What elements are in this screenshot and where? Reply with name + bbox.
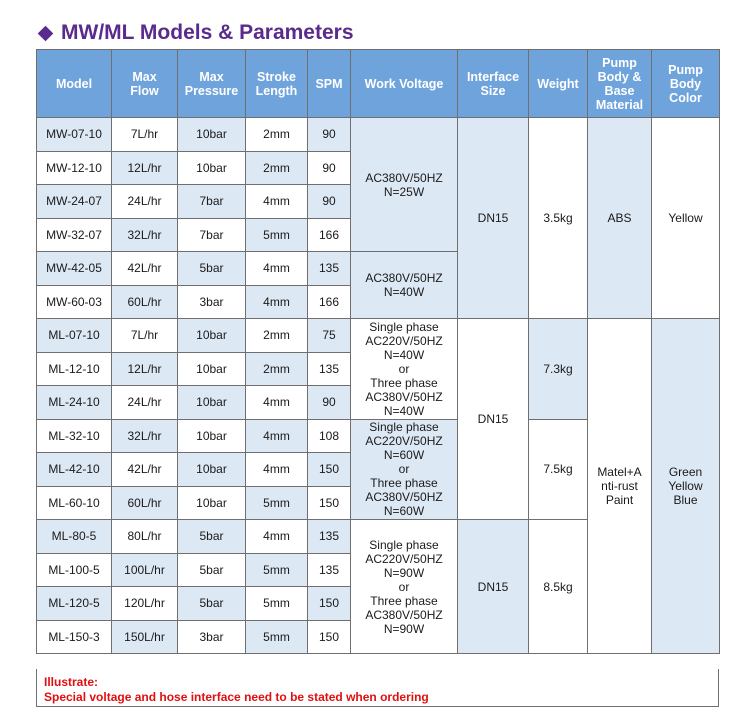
cell-stroke: 4mm <box>246 252 308 286</box>
header-work-voltage: Work Voltage <box>351 50 458 118</box>
cell-pressure: 7bar <box>178 185 246 219</box>
cell-stroke: 2mm <box>246 352 308 386</box>
cell-voltage: Single phase AC220V/50HZ N=90W or Three phase AC380V/50HZ N=90W <box>351 520 458 654</box>
cell-pressure: 10bar <box>178 453 246 487</box>
cell-flow: 12L/hr <box>112 352 178 386</box>
cell-model: ML-100-5 <box>37 553 112 587</box>
cell-spm: 150 <box>308 620 351 654</box>
cell-spm: 135 <box>308 520 351 554</box>
note-text: Special voltage and hose interface need to be stated when ordering <box>44 690 429 704</box>
cell-spm: 90 <box>308 185 351 219</box>
header-row <box>37 50 720 118</box>
cell-spm: 166 <box>308 218 351 252</box>
table-row <box>37 319 720 353</box>
cell-spm: 135 <box>308 553 351 587</box>
cell-material: Matel+A nti-rust Paint <box>588 319 652 654</box>
cell-spm: 90 <box>308 151 351 185</box>
cell-model: ML-120-5 <box>37 587 112 621</box>
cell-flow: 32L/hr <box>112 218 178 252</box>
cell-flow: 150L/hr <box>112 620 178 654</box>
cell-stroke: 4mm <box>246 185 308 219</box>
cell-stroke: 4mm <box>246 520 308 554</box>
cell-flow: 80L/hr <box>112 520 178 554</box>
cell-stroke: 5mm <box>246 553 308 587</box>
header-material: Pump Body & Base Material <box>588 50 652 118</box>
cell-stroke: 5mm <box>246 587 308 621</box>
page-title <box>38 18 354 48</box>
cell-flow: 24L/hr <box>112 185 178 219</box>
cell-spm: 166 <box>308 285 351 319</box>
cell-pressure: 10bar <box>178 419 246 453</box>
cell-flow: 32L/hr <box>112 419 178 453</box>
cell-voltage: AC380V/50HZ N=25W <box>351 118 458 252</box>
cell-stroke: 2mm <box>246 151 308 185</box>
cell-weight: 8.5kg <box>529 520 588 654</box>
cell-flow: 120L/hr <box>112 587 178 621</box>
cell-spm: 150 <box>308 486 351 520</box>
header-stroke-length: Stroke Length <box>246 50 308 118</box>
cell-model: ML-07-10 <box>37 319 112 353</box>
cell-spm: 75 <box>308 319 351 353</box>
cell-stroke: 5mm <box>246 486 308 520</box>
cell-interface: DN15 <box>458 118 529 319</box>
cell-model: MW-24-07 <box>37 185 112 219</box>
cell-model: MW-42-05 <box>37 252 112 286</box>
cell-pressure: 10bar <box>178 486 246 520</box>
illustrate-note <box>36 669 719 707</box>
cell-stroke: 2mm <box>246 319 308 353</box>
cell-spm: 135 <box>308 252 351 286</box>
cell-stroke: 5mm <box>246 620 308 654</box>
cell-flow: 12L/hr <box>112 151 178 185</box>
cell-pressure: 5bar <box>178 520 246 554</box>
cell-model: ML-60-10 <box>37 486 112 520</box>
cell-voltage: AC380V/50HZ N=40W <box>351 252 458 319</box>
cell-color: Green Yellow Blue <box>652 319 720 654</box>
cell-weight: 7.3kg <box>529 319 588 420</box>
cell-voltage: Single phase AC220V/50HZ N=60W or Three phase AC380V/50HZ N=60W <box>351 419 458 520</box>
cell-weight: 7.5kg <box>529 419 588 520</box>
cell-spm: 150 <box>308 453 351 487</box>
note-label: Illustrate: <box>44 675 99 689</box>
table-row <box>37 118 720 152</box>
cell-stroke: 4mm <box>246 386 308 420</box>
cell-flow: 7L/hr <box>112 118 178 152</box>
header-weight: Weight <box>529 50 588 118</box>
cell-stroke: 5mm <box>246 218 308 252</box>
cell-spm: 90 <box>308 118 351 152</box>
cell-pressure: 5bar <box>178 553 246 587</box>
cell-stroke: 4mm <box>246 285 308 319</box>
cell-color: Yellow <box>652 118 720 319</box>
cell-model: ML-42-10 <box>37 453 112 487</box>
cell-pressure: 10bar <box>178 352 246 386</box>
cell-flow: 42L/hr <box>112 252 178 286</box>
cell-flow: 42L/hr <box>112 453 178 487</box>
cell-model: ML-12-10 <box>37 352 112 386</box>
cell-material: ABS <box>588 118 652 319</box>
header-max-pressure: Max Pressure <box>178 50 246 118</box>
cell-model: MW-07-10 <box>37 118 112 152</box>
cell-pressure: 10bar <box>178 151 246 185</box>
cell-pressure: 7bar <box>178 218 246 252</box>
cell-flow: 60L/hr <box>112 285 178 319</box>
cell-pressure: 3bar <box>178 285 246 319</box>
cell-interface: DN15 <box>458 520 529 654</box>
cell-flow: 60L/hr <box>112 486 178 520</box>
cell-model: MW-12-10 <box>37 151 112 185</box>
page-title-text: MW/ML Models & Parameters <box>61 21 354 44</box>
header-model: Model <box>37 50 112 118</box>
cell-pressure: 5bar <box>178 587 246 621</box>
cell-model: MW-60-03 <box>37 285 112 319</box>
cell-weight: 3.5kg <box>529 118 588 319</box>
cell-flow: 100L/hr <box>112 553 178 587</box>
cell-stroke: 2mm <box>246 118 308 152</box>
cell-voltage: Single phase AC220V/50HZ N=40W or Three phase AC380V/50HZ N=40W <box>351 319 458 420</box>
header-spm: SPM <box>308 50 351 118</box>
header-color: Pump Body Color <box>652 50 720 118</box>
cell-pressure: 5bar <box>178 252 246 286</box>
cell-model: ML-24-10 <box>37 386 112 420</box>
cell-model: ML-80-5 <box>37 520 112 554</box>
cell-model: MW-32-07 <box>37 218 112 252</box>
spec-table <box>36 49 720 654</box>
cell-spm: 108 <box>308 419 351 453</box>
cell-pressure: 3bar <box>178 620 246 654</box>
cell-spm: 135 <box>308 352 351 386</box>
cell-spm: 150 <box>308 587 351 621</box>
cell-flow: 7L/hr <box>112 319 178 353</box>
cell-spm: 90 <box>308 386 351 420</box>
cell-pressure: 10bar <box>178 118 246 152</box>
cell-stroke: 4mm <box>246 419 308 453</box>
diamond-icon <box>38 25 54 41</box>
cell-model: ML-32-10 <box>37 419 112 453</box>
header-max-flow: Max Flow <box>112 50 178 118</box>
cell-pressure: 10bar <box>178 319 246 353</box>
header-interface-size: Interface Size <box>458 50 529 118</box>
cell-pressure: 10bar <box>178 386 246 420</box>
cell-model: ML-150-3 <box>37 620 112 654</box>
cell-flow: 24L/hr <box>112 386 178 420</box>
cell-stroke: 4mm <box>246 453 308 487</box>
cell-interface: DN15 <box>458 319 529 520</box>
